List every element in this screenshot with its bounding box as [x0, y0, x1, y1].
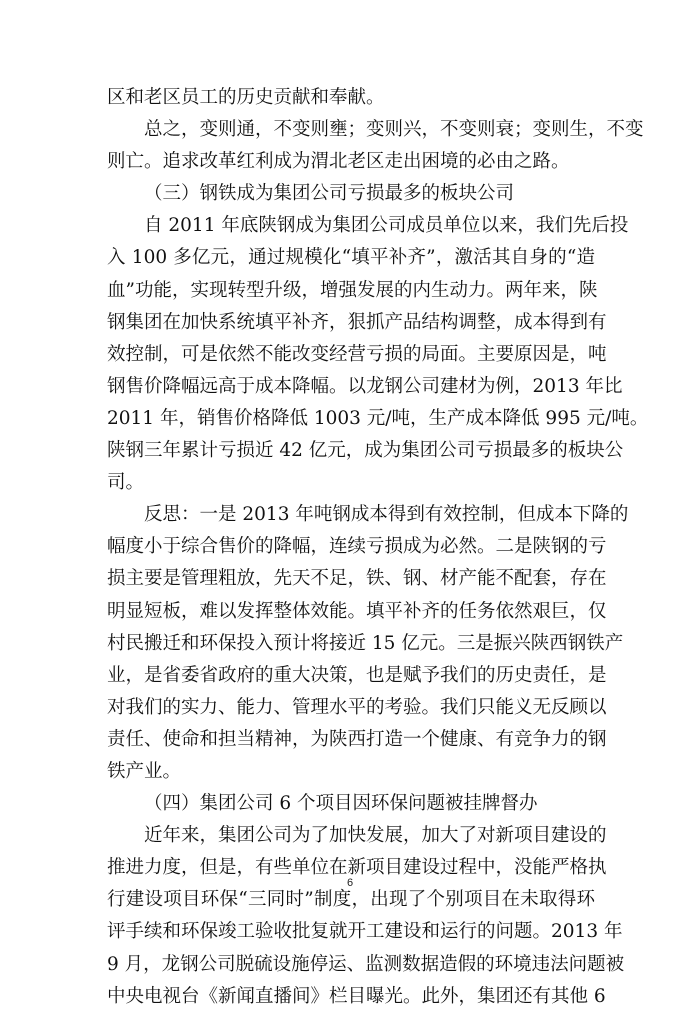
- text-line: 评手续和环保竣工验收批复就开工建设和运行的问题。2013 年: [107, 921, 623, 943]
- text-line: 血”功能，实现转型升级，增强发展的内生动力。两年来，陕: [107, 279, 598, 301]
- text-line: 村民搬迁和环保投入预计将接近 15 亿元。三是振兴陕西钢铁产: [107, 632, 624, 654]
- text-line: 反思：一是 2013 年吨钢成本得到有效控制，但成本下降的: [144, 504, 629, 526]
- text-line: 陕钢三年累计亏损近 42 亿元，成为集团公司亏损最多的板块公: [107, 440, 624, 462]
- text-line: 明显短板，难以发挥整体效能。填平补齐的任务依然艰巨，仅: [107, 600, 607, 622]
- section-heading: （四）集团公司 6 个项目因环保问题被挂牌督办: [144, 793, 538, 815]
- text-line: 中央电视台《新闻直播间》栏目曝光。此外，集团还有其他 6: [107, 985, 606, 1007]
- text-line: 行建设项目环保“三同时”制度，出现了个别项目在未取得环: [107, 889, 595, 911]
- text-line: 幅度小于综合售价的降幅，连续亏损成为必然。二是陕钢的亏: [107, 536, 607, 558]
- text-line: 2011 年，销售价格降低 1003 元/吨，生产成本降低 995 元/吨。: [107, 407, 649, 429]
- text-line: 司。: [107, 472, 145, 494]
- text-line: 钢集团在加快系统填平补齐，狠抓产品结构调整，成本得到有: [107, 311, 607, 333]
- text-line: 推进力度，但是，有些单位在新项目建设过程中，没能严格执: [107, 857, 607, 879]
- text-line: 业，是省委省政府的重大决策，也是赋予我们的历史责任，是: [107, 664, 607, 686]
- text-line: 近年来，集团公司为了加快发展，加大了对新项目建设的: [144, 825, 607, 847]
- text-line: 区和老区员工的历史贡献和奉献。: [107, 87, 385, 108]
- text-line: 自 2011 年底陕钢成为集团公司成员单位以来，我们先后投: [144, 215, 629, 237]
- text-line: 则亡。追求改革红利成为渭北老区走出困境的必由之路。: [107, 151, 570, 173]
- text-line: 责任、使命和担当精神，为陕西打造一个健康、有竞争力的钢: [107, 728, 607, 750]
- text-line: 钢售价降幅远高于成本降幅。以龙钢公司建材为例，2013 年比: [107, 375, 623, 397]
- page-number: 6: [346, 877, 354, 889]
- section-heading: （三）钢铁成为集团公司亏损最多的板块公司: [144, 183, 515, 205]
- text-line: 效控制，可是依然不能改变经营亏损的局面。主要原因是，吨: [107, 343, 607, 365]
- text-line: 对我们的实力、能力、管理水平的考验。我们只能义无反顾以: [107, 696, 607, 718]
- text-line: 总之，变则通，不变则壅；变则兴，不变则衰；变则生，不变: [144, 119, 644, 141]
- text-line: 铁产业。: [107, 760, 182, 782]
- document-body: [107, 82, 649, 1013]
- text-line: 9 月，龙钢公司脱硫设施停运、监测数据造假的环境违法问题被: [107, 953, 625, 975]
- text-line: 损主要是管理粗放，先天不足，铁、钢、材产能不配套，存在: [107, 568, 607, 590]
- text-line: 入 100 多亿元，通过规模化“填平补齐”，激活其自身的“造: [107, 247, 595, 269]
